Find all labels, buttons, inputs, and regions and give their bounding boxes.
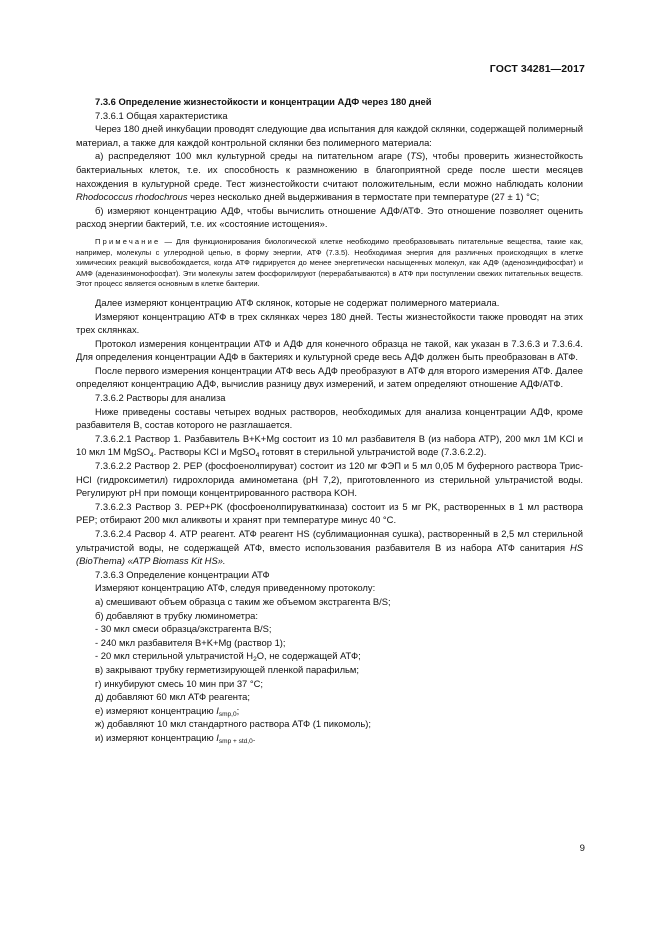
- list-item: г) инкубируют смесь 10 мин при 37 °С;: [95, 677, 263, 689]
- list-item: [76, 649, 583, 663]
- text-run: готовят в стерильной ультрачистой воде (7.3.6.2.2).: [259, 446, 487, 458]
- list-item: - 240 мкл разбавителя B+K+Mg (раствор 1);: [95, 636, 286, 648]
- paragraph-solution-1: [76, 432, 583, 459]
- paragraph-solution-3: 7.3.6.2.3 Раствор 3. PEP+PK (фосфоенолпируваткиназа) состоит из 5 мг PK, растворенных в 1 мл раствора PEP; отбирают 200 мкл аликвоты и хранят при температуре минус 40 °С.: [76, 500, 583, 526]
- text-run: е) измеряют концентрацию: [95, 704, 217, 716]
- list-item: [76, 731, 583, 745]
- paragraph-solution-2: 7.3.6.2.2 Раствор 2. PEP (фосфоенолпируват) состоит из 120 мг ФЭП и 5 мл 0,05 М буферного раствора Трис-HCl (гидроксиметил) гидрохлорида аминометана (pH 7,2), приготовленного из стерильной ультрачистой воды. Регулируют pH при помощи концентрированного раствора KOH.: [76, 460, 583, 499]
- italic-run: HS (BioThema) «ATP Biomass Kit HS».: [76, 541, 583, 567]
- subsection-heading: 7.3.6.2 Растворы для анализа: [95, 392, 226, 404]
- paragraph: Ниже приведены составы четырех водных растворов, необходимых для анализа концентрации АДФ, кроме разбавителя В, состав которого не разглашается.: [76, 405, 583, 431]
- list-item: - 30 мкл смеси образца/экстрагента B/S;: [95, 623, 272, 635]
- text-run: O, не содержащей АТФ;: [256, 650, 361, 662]
- subscript: smp + std,0: [218, 737, 253, 745]
- paragraph-solution-4: [76, 527, 583, 568]
- subscript: 4: [255, 452, 260, 460]
- italic-run: Rhodococcus rhodochrous: [76, 191, 188, 203]
- list-item: [76, 704, 583, 718]
- subsection-heading: 7.3.6.3 Определение концентрации АТФ: [95, 568, 270, 580]
- section-heading: 7.3.6 Определение жизнестойкости и концентрации АДФ через 180 дней: [95, 96, 432, 107]
- text-run: .: [252, 731, 256, 743]
- list-item: д) добавляют 60 мкл АТФ реагента;: [95, 691, 250, 703]
- list-item: в) закрывают трубку герметизирующей пленкой парафильм;: [95, 663, 359, 675]
- text-run: 7.3.6.2.4 Расвор 4. ATP реагент. АТФ реагент HS (сублимационная сушка), растворенный в 2,5 мл стерильной ультрачистой воды, не содержащей АТФ, вместо использования разбавителя В из набора АТФ санитария: [76, 528, 583, 553]
- paragraph: Далее измеряют концентрацию АТФ склянок, которые не содержат полимерного материала.: [95, 296, 500, 308]
- text-run: 7.3.6.2.1 Раствор 1. Разбавитель B+K+Mg состоит из 10 мл разбавителя В (из набора АТР), 200 мкл 1M KCl и 10 мкл 1M MgSO: [76, 432, 583, 458]
- subscript: 4: [149, 452, 154, 460]
- paragraph: Измеряют концентрацию АТФ в трех склянках через 180 дней. Тесты жизнестойкости также проводят на этих трех склянках.: [76, 310, 583, 336]
- italic-run: I: [216, 731, 219, 743]
- text-run: и) измеряют концентрацию: [95, 731, 217, 743]
- page-content: [76, 95, 583, 745]
- subscript: smp,0: [218, 710, 237, 718]
- paragraph-item-a: [76, 149, 583, 203]
- paragraph-item-b: б) измеряют концентрацию АДФ, чтобы вычислить отношение АДФ/АТФ. Это отношение позволяет оценить расход энергии бактерий, т.е. их «состояние истощения».: [76, 204, 583, 230]
- paragraph: После первого измерения концентрации АТФ весь АДФ преобразуют в АТФ для второго измерения АТФ. Далее определяют концентрацию АДФ, вычислив разницу двух измерений, и затем определяют отношение АДФ/АТФ.: [76, 364, 583, 390]
- text-run: через несколько дней выдерживания в термостате при температуре (27 ± 1) °С;: [187, 191, 540, 203]
- note: [76, 237, 583, 290]
- subscript: 2: [253, 656, 257, 664]
- note-label: Примечание: [95, 236, 161, 246]
- list-item: б) добавляют в трубку люминометра:: [95, 609, 258, 621]
- paragraph: Протокол измерения концентрации АТФ и АДФ для конечного образца не такой, как указан в 7.3.6.3 и 7.3.6.4. Для определения концентрации АДФ в бактериях и культурной среде весь АДФ должен быть преобразован в АТФ.: [76, 337, 583, 363]
- paragraph: Через 180 дней инкубации проводят следующие два испытания для каждой склянки, содержащей полимерный материал, а также для каждой контрольной склянки без полимерного материала:: [76, 123, 583, 148]
- standard-header: ГОСТ 34281—2017: [489, 63, 585, 75]
- note-text: — Для функционирования биологической клетке необходимо преобразовывать питательные вещества, такие как, например, молекулы с углеродной цепью, в форму энергии, АТФ (7.3.5). Необходимая энергия для различных происходящих в клетке химических реакций высвобождается, когда АТФ гидрируется до менее энергетически насыщенных молекул, как АДФ (аденозиндифосфат) и АМФ (аденазинмонофосфат). Эти молекулы затем фосфорилируют (перерабатываются) в АТФ при поступлении свежих питательных веществ. Этот процесс является основным в клетке бактерии.: [76, 236, 583, 289]
- list-item: ж) добавляют 10 мкл стандартного раствора АТФ (1 пикомоль);: [95, 718, 371, 730]
- text-run: а) распределяют 100 мкл культурной среды на питательном агаре (: [95, 150, 411, 162]
- subsection-heading: 7.3.6.1 Общая характеристика: [95, 109, 228, 121]
- page-number: 9: [579, 843, 585, 854]
- list-item: а) смешивают объем образца с таким же объемом экстрагента B/S;: [95, 595, 391, 607]
- italic-run: TS: [410, 150, 423, 162]
- text-run: - 20 мкл стерильной ультрачистой H: [95, 650, 254, 662]
- text-run: . Растворы KCl и MgSO: [153, 446, 256, 458]
- text-run: ;: [236, 704, 240, 716]
- paragraph: Измеряют концентрацию АТФ, следуя приведенному протоколу:: [95, 582, 376, 594]
- text-run: ), чтобы проверить жизнестойкость бактериальных клеток, т.е. их способность к размножению в благоприятной среде после шести месяцев нахождения в культурной среде. Тест жизнестойкости считают положительным, если можно наблюдать колонии: [76, 150, 583, 189]
- protocol-list: [76, 595, 583, 745]
- italic-run: I: [216, 704, 219, 716]
